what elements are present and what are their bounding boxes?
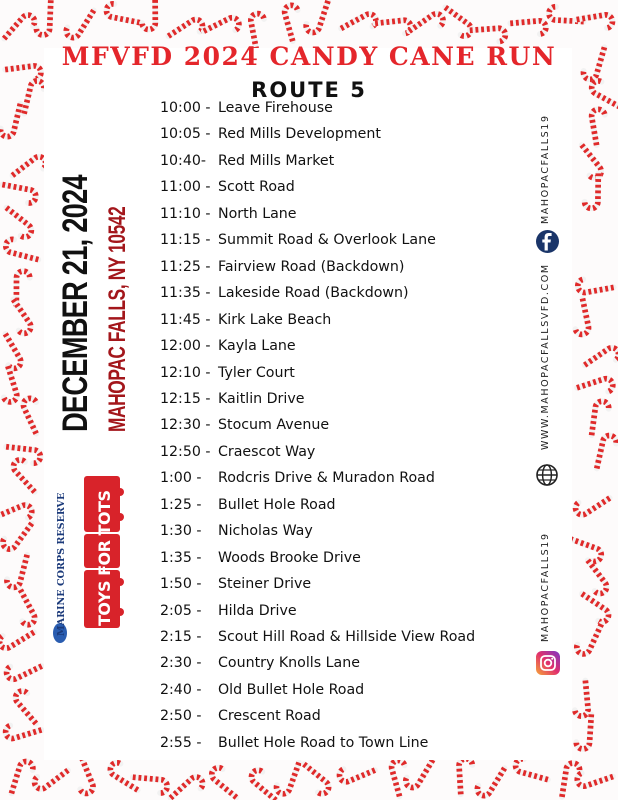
candy-cane-icon — [572, 681, 589, 717]
schedule-row — [160, 312, 331, 338]
candy-cane-icon — [64, 3, 94, 40]
schedule-row — [160, 497, 336, 523]
schedule-row — [160, 206, 297, 232]
candy-cane-icon — [577, 274, 614, 293]
candy-cane-icon — [341, 12, 378, 41]
candy-cane-icon — [170, 774, 205, 800]
candy-cane-icon — [36, 0, 51, 35]
stop-time: 12:30 - — [160, 417, 211, 434]
stop-location: Woods Brooke Drive — [218, 549, 361, 566]
schedule-row — [160, 550, 361, 576]
schedule-row — [160, 444, 315, 470]
candy-cane-icon — [510, 20, 546, 36]
stop-location: Kaitlin Drive — [218, 390, 305, 407]
stop-location: North Lane — [218, 205, 297, 222]
candy-cane-icon — [375, 20, 411, 37]
schedule-row — [160, 338, 296, 364]
candy-cane-icon — [9, 590, 37, 627]
stop-time: 11:45 - — [160, 311, 211, 328]
stop-location: Scott Road — [218, 179, 295, 196]
stop-time: 11:15 - — [160, 232, 211, 249]
stop-location: Lakeside Road (Backdown) — [218, 285, 409, 302]
stop-time: 1:25 - — [160, 496, 202, 513]
stop-location: Fairview Road (Backdown) — [218, 258, 405, 275]
stop-location: Country Knolls Lane — [218, 655, 360, 672]
event-location: MAHOPAC FALLS, NY 10542 — [104, 206, 131, 432]
stop-location: Summit Road & Overlook Lane — [218, 232, 436, 249]
candy-cane-icon — [4, 238, 41, 260]
candy-cane-icon — [597, 434, 618, 471]
candy-cane-icon — [11, 760, 34, 798]
schedule-row — [160, 682, 364, 708]
candy-cane-icon — [592, 400, 610, 437]
stop-location: Stocum Avenue — [218, 417, 330, 434]
candy-cane-icon — [0, 208, 34, 240]
schedule-row — [160, 100, 333, 126]
candy-cane-icon — [296, 764, 332, 796]
candy-cane-icon — [69, 758, 95, 796]
globe-icon — [535, 463, 559, 487]
candy-cane-icon — [591, 108, 610, 145]
stop-location: Kayla Lane — [218, 338, 296, 355]
stop-location: Kirk Lake Beach — [218, 311, 332, 328]
candy-cane-icon — [32, 760, 68, 792]
candy-cane-icon — [576, 714, 591, 750]
stop-location: Hilda Drive — [218, 602, 297, 619]
schedule-row — [160, 629, 475, 655]
tft-logo-text: TOYS FOR TOTS — [95, 490, 114, 626]
stop-time: 12:10 - — [160, 364, 211, 381]
stop-location: Rodcris Drive & Muradon Road — [218, 470, 435, 487]
candy-cane-icon — [575, 619, 602, 656]
schedule-row — [160, 232, 436, 258]
candy-cane-icon — [0, 101, 20, 138]
website-url[interactable]: WWW.MAHOPACFALLSVFD.COM — [540, 263, 551, 450]
candy-cane-icon — [0, 185, 37, 205]
stop-time: 1:30 - — [160, 523, 202, 540]
schedule-row — [160, 470, 435, 496]
candy-cane-icon — [275, 758, 299, 796]
stop-location: Crescent Road — [218, 708, 321, 725]
stop-time: 2:55 - — [160, 734, 202, 751]
schedule-row — [160, 708, 321, 734]
stop-time: 2:05 - — [160, 602, 202, 619]
candy-cane-icon — [12, 154, 48, 186]
toys-for-tots-logo — [80, 472, 126, 632]
candy-cane-icon — [304, 0, 328, 34]
candy-cane-icon — [4, 654, 41, 681]
stop-location: Red Mills Market — [218, 152, 335, 169]
stop-time: 1:50 - — [160, 576, 202, 593]
candy-cane-icon — [142, 0, 156, 30]
candy-cane-icon — [577, 560, 609, 596]
candy-cane-icon — [204, 15, 241, 43]
stop-time: 11:35 - — [160, 285, 211, 302]
stop-location: Scout Hill Road & Hillside View Road — [218, 629, 476, 645]
stop-location: Leave Firehouse — [218, 100, 333, 116]
stop-time: 1:35 - — [160, 549, 202, 566]
candy-cane-icon — [459, 758, 474, 794]
stop-time: 12:50 - — [160, 443, 211, 460]
candy-cane-icon — [5, 551, 27, 588]
schedule-row — [160, 603, 297, 629]
route-heading: ROUTE 5 — [251, 78, 367, 102]
stop-location: Bullet Hole Road — [218, 496, 336, 513]
schedule-row — [160, 417, 329, 443]
schedule-row — [160, 285, 409, 311]
stop-time: 12:15 - — [160, 390, 211, 407]
schedule-row — [160, 153, 334, 179]
schedule-row — [160, 179, 295, 205]
stop-time: 1:00 - — [160, 470, 202, 487]
stop-location: Tyler Court — [218, 364, 295, 381]
candy-cane-icon — [585, 345, 618, 376]
candy-cane-icon — [16, 271, 29, 306]
stop-time: 2:50 - — [160, 708, 202, 725]
stop-location: Steiner Drive — [218, 576, 312, 593]
candy-cane-icon — [409, 11, 445, 42]
candy-cane-icon — [13, 688, 46, 723]
schedule-row — [160, 259, 404, 285]
schedule-row — [160, 735, 428, 761]
instagram-icon[interactable] — [536, 651, 560, 675]
schedule-row — [160, 576, 311, 602]
stop-location: Old Bullet Hole Road — [218, 681, 365, 698]
candy-cane-icon — [0, 366, 18, 404]
candy-cane-icon — [514, 757, 551, 779]
event-title: MFVFD 2024 CANDY CANE RUN — [61, 42, 557, 71]
instagram-handle: MAHOPACFALLS19 — [540, 532, 551, 642]
stop-time: 2:40 - — [160, 681, 202, 698]
facebook-handle: MAHOPACFALLS19 — [540, 114, 551, 224]
candy-cane-icon — [575, 594, 612, 625]
candy-cane-icon — [209, 765, 245, 797]
stop-location: Nicholas Way — [218, 523, 313, 540]
stop-time: 2:30 - — [160, 655, 202, 672]
candy-cane-icon — [577, 377, 615, 400]
stop-location: Bullet Hole Road to Town Line — [218, 734, 429, 751]
stop-location: Red Mills Development — [218, 126, 381, 143]
candy-cane-icon — [2, 300, 33, 336]
stop-time: 10:00 - — [160, 100, 211, 116]
stop-time: 10:05 - — [160, 126, 211, 143]
schedule-row — [160, 126, 381, 152]
candy-cane-icon — [570, 299, 590, 336]
marine-corps-reserve-text: MARINE CORPS RESERVE — [56, 492, 67, 636]
candy-cane-icon — [0, 334, 23, 371]
schedule-row — [160, 365, 295, 391]
candy-cane-icon — [573, 487, 610, 517]
candy-cane-icon — [475, 761, 505, 798]
stop-time: 10:40- — [160, 152, 207, 169]
stop-time: 12:00 - — [160, 338, 211, 355]
event-date: DECEMBER 21, 2024 — [56, 175, 95, 432]
candy-cane-icon — [337, 758, 375, 784]
schedule-row — [160, 523, 313, 549]
stop-time: 2:15 - — [160, 629, 202, 645]
stop-time: 11:25 - — [160, 258, 211, 275]
stop-time: 11:10 - — [160, 205, 211, 222]
candy-cane-icon — [0, 516, 31, 552]
facebook-icon[interactable] — [536, 230, 559, 253]
stop-location: Craescot Way — [218, 443, 316, 460]
candy-cane-icon — [105, 3, 142, 23]
candy-cane-icon — [283, 4, 305, 41]
stop-time: 11:00 - — [160, 179, 211, 196]
schedule-row — [160, 391, 304, 417]
schedule-row — [160, 655, 360, 681]
